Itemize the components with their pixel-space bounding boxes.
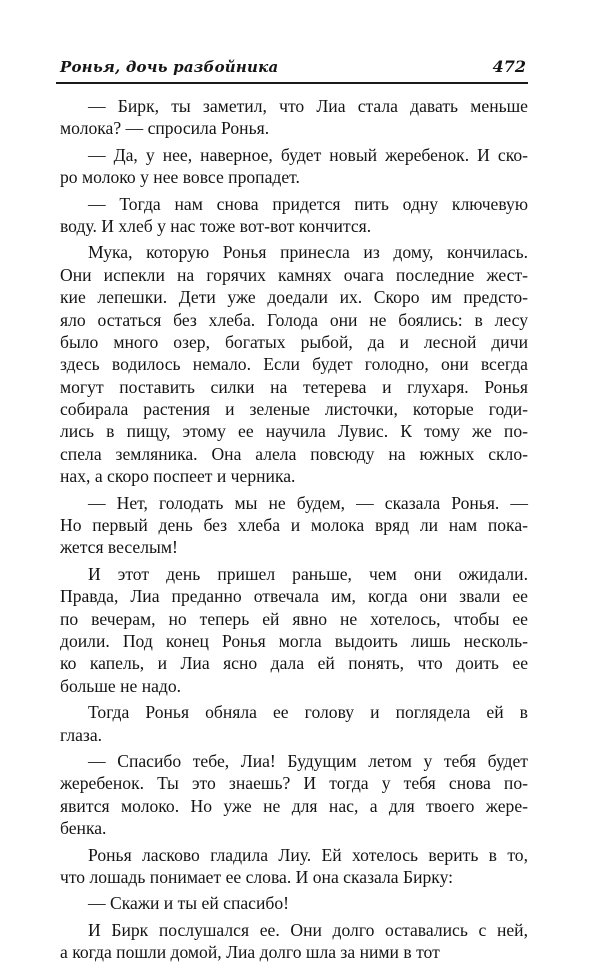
paragraph (60, 193, 528, 238)
text-line: Они испекли на горячих камнях очага последние жест- (60, 264, 528, 285)
header-rule (56, 82, 528, 84)
text-line: Правда, Лиа преданно отвечала им, когда они звали ее (60, 586, 528, 607)
text-line: Мука, которую Ронья принесла из дому, кончилась. (88, 242, 528, 263)
text-line: И этот день пришел раньше, чем они ожидали. (88, 563, 528, 584)
text-line: жется веселым! (60, 537, 178, 558)
text-line: по вечерам, но теперь ей явно не хотелось, чтобы ее (60, 608, 528, 629)
text-line: было много озер, богатых рыбой, да и лесной дичи (60, 331, 528, 352)
paragraph (60, 919, 528, 963)
text-line: а когда пошли домой, Лиа долго шла за ними в тот (60, 942, 440, 963)
text-line: бенка. (60, 818, 107, 839)
text-line: могут поставить силки на тетерева и глухаря. Ронья (60, 376, 528, 397)
paragraph (60, 750, 528, 840)
running-header (56, 52, 528, 82)
page-number: 472 (492, 57, 526, 76)
text-line: Тогда Ронья обняла ее голову и поглядела ей в (88, 702, 528, 723)
text-line: молока? — спросила Ронья. (60, 118, 270, 139)
text-line: нах, а скоро поспеет и черника. (60, 466, 296, 487)
paragraph (60, 492, 528, 559)
text-line: кие лепешки. Дети уже доедали их. Скоро им предсто- (60, 287, 528, 308)
text-line: — Скажи и ты ей спасибо! (88, 893, 289, 914)
text-line: ко капель, и Лиа ясно дала ей понять, что доить ее (60, 653, 528, 674)
text-line: — Спасибо тебе, Лиа! Будущим летом у тебя будет (88, 750, 528, 771)
paragraph (60, 701, 528, 746)
text-line: И Бирк послушался ее. Они долго оставались с ней, (88, 919, 528, 940)
text-line: спела земляника. Она алела повсюду на южных скло- (60, 443, 528, 464)
book-title: Ронья, дочь разбойника (60, 58, 279, 76)
body-text (60, 95, 528, 963)
text-line: больше не надо. (60, 675, 182, 696)
text-line: яло остаться без хлеба. Голода они не боялись: в лесу (60, 309, 528, 330)
text-line: явится молоко. Но уже не для нас, а для твоего жере- (60, 795, 528, 816)
paragraph (60, 95, 528, 140)
text-line: Но первый день без хлеба и молока вряд ли нам пока- (60, 515, 528, 536)
text-line: что лошадь понимает ее слова. И она сказала Бирку: (60, 866, 454, 887)
paragraph (60, 563, 528, 697)
text-line: ро молоко у нее вовсе пропадет. (60, 167, 300, 188)
text-line: собирала растения и зеленые листочки, которые годи- (60, 399, 528, 420)
text-line: — Да, у нее, наверное, будет новый жеребенок. И ско- (88, 144, 528, 165)
paragraph (60, 844, 528, 889)
text-line: жеребенок. Ты это знаешь? И тогда у тебя снова по- (60, 773, 528, 794)
paragraph (60, 144, 528, 189)
text-line: лись в пищу, этому ее научила Лувис. К тому же по- (60, 421, 528, 442)
text-line: — Бирк, ты заметил, что Лиа стала давать меньше (88, 96, 528, 116)
text-line: здесь водилось немало. Если будет голодно, они всегда (60, 354, 528, 375)
text-line: глаза. (60, 724, 103, 745)
text-line: доили. Под конец Ронья могла выдоить лишь несколь- (60, 630, 528, 651)
text-line: воду. И хлеб у нас тоже вот-вот кончится. (60, 215, 372, 236)
paragraph (60, 892, 528, 914)
text-line: Ронья ласково гладила Лиу. Ей хотелось верить в то, (88, 844, 528, 865)
text-line: — Нет, голодать мы не будем, — сказала Ронья. — (88, 492, 528, 513)
paragraph (60, 241, 528, 487)
text-line: — Тогда нам снова придется пить одну ключевую (88, 193, 528, 214)
